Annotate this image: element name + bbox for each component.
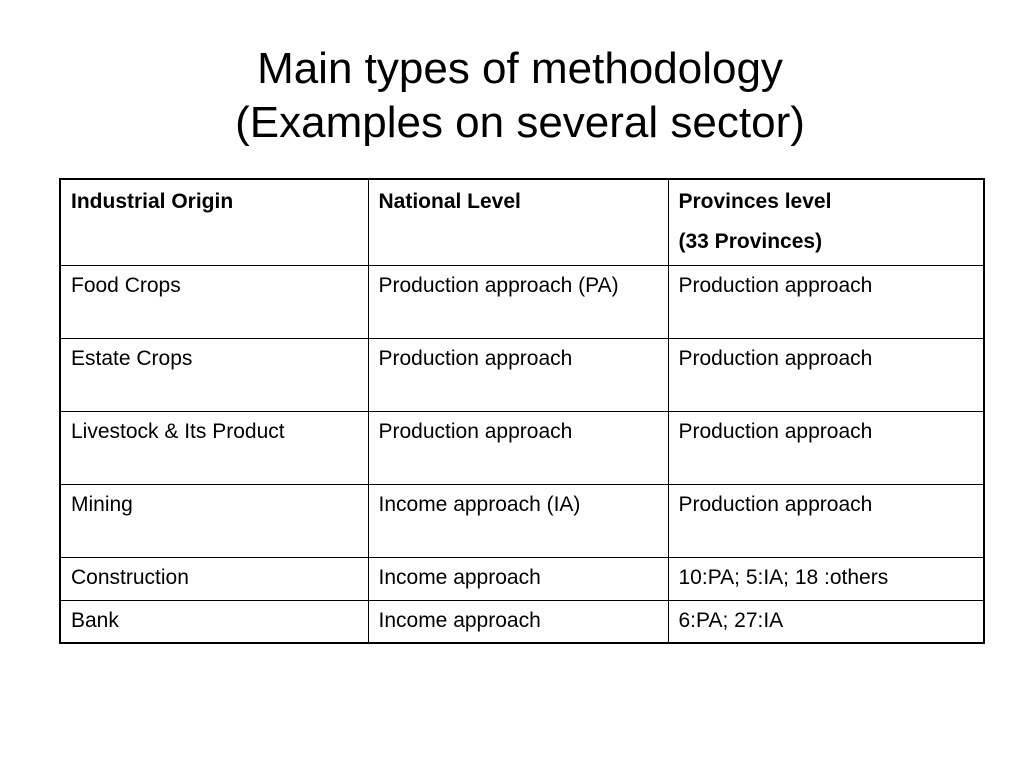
cell-national-level: Income approach bbox=[368, 600, 668, 643]
table-row bbox=[60, 265, 984, 338]
cell-industrial-origin: Food Crops bbox=[60, 265, 368, 338]
cell-provinces-level: Production approach bbox=[668, 338, 984, 411]
table-row bbox=[60, 338, 984, 411]
cell-national-level: Income approach bbox=[368, 557, 668, 600]
cell-provinces-level: Production approach bbox=[668, 484, 984, 557]
slide-title-line-1: Main types of methodology bbox=[257, 44, 783, 93]
header-provinces-level bbox=[668, 179, 984, 265]
cell-provinces-level: 10:PA; 5:IA; 18 :others bbox=[668, 557, 984, 600]
cell-provinces-level: Production approach bbox=[668, 265, 984, 338]
table-row bbox=[60, 557, 984, 600]
table-header-row bbox=[60, 179, 984, 265]
table-row bbox=[60, 484, 984, 557]
table-row bbox=[60, 600, 984, 643]
cell-industrial-origin: Construction bbox=[60, 557, 368, 600]
cell-provinces-level: Production approach bbox=[668, 411, 984, 484]
cell-industrial-origin: Mining bbox=[60, 484, 368, 557]
cell-industrial-origin: Estate Crops bbox=[60, 338, 368, 411]
header-national-level: National Level bbox=[368, 179, 668, 265]
cell-national-level: Production approach bbox=[368, 411, 668, 484]
cell-national-level: Production approach (PA) bbox=[368, 265, 668, 338]
cell-national-level: Production approach bbox=[368, 338, 668, 411]
cell-industrial-origin: Livestock & Its Product bbox=[60, 411, 368, 484]
cell-national-level: Income approach (IA) bbox=[368, 484, 668, 557]
header-provinces-level-line-2: (33 Provinces) bbox=[678, 230, 823, 253]
cell-industrial-origin: Bank bbox=[60, 600, 368, 643]
cell-provinces-level: 6:PA; 27:IA bbox=[668, 600, 984, 643]
methodology-table bbox=[59, 178, 985, 644]
slide-title bbox=[0, 42, 1024, 150]
slide-title-line-2: (Examples on several sector) bbox=[235, 98, 805, 147]
header-provinces-level-line-1: Provinces level bbox=[678, 190, 832, 213]
table-row bbox=[60, 411, 984, 484]
header-industrial-origin: Industrial Origin bbox=[60, 179, 368, 265]
